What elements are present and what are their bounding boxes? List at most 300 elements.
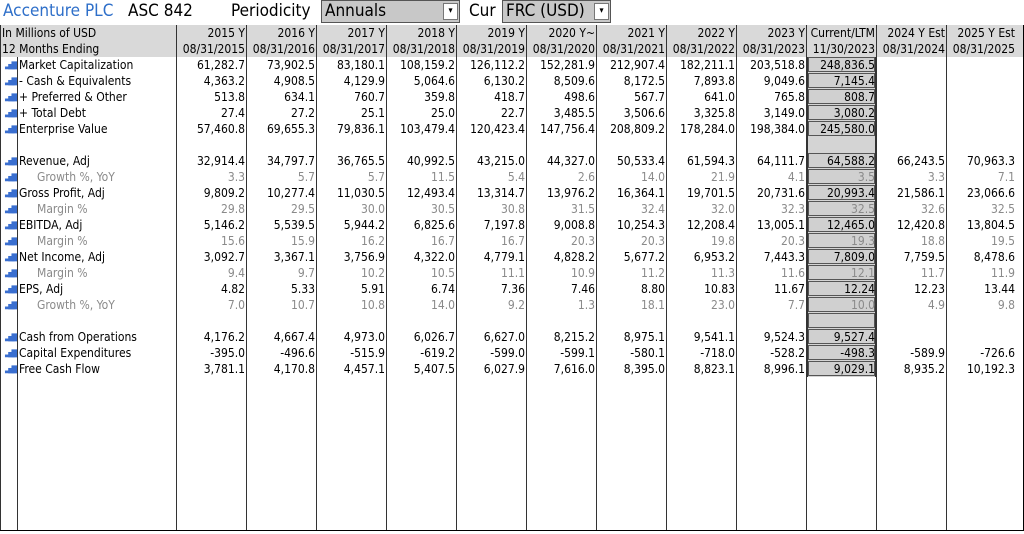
column-header-year[interactable]: 2023 Y (767, 26, 805, 40)
table-cell[interactable]: 5.7 (367, 170, 385, 184)
row-label[interactable] (0, 281, 176, 297)
table-cell[interactable]: 5.7 (297, 170, 315, 184)
chart-icon[interactable]: ▂▄▆ (5, 268, 15, 278)
table-cell[interactable]: 2.6 (577, 170, 595, 184)
row-label[interactable] (0, 217, 176, 233)
column-header-year[interactable]: 2015 Y (207, 26, 245, 40)
table-cell[interactable]: 11.3 (710, 266, 735, 280)
table-cell[interactable]: 32.4 (640, 202, 665, 216)
table-cell[interactable]: 10.0 (850, 298, 875, 312)
table-cell[interactable]: 12,420.8 (896, 218, 945, 232)
periodicity-value: Annuals (325, 1, 387, 21)
row-label[interactable] (0, 121, 176, 137)
table-cell[interactable]: 23,066.6 (966, 186, 1015, 200)
column-header-date: 08/31/2016 (252, 42, 315, 56)
table-cell[interactable]: 3,149.0 (763, 106, 805, 120)
table-cell[interactable]: 69,655.3 (266, 122, 315, 136)
currency-dropdown[interactable] (502, 0, 611, 23)
table-cell[interactable]: 14.0 (430, 298, 455, 312)
row-label-text: EBITDA, Adj (19, 218, 83, 232)
table-cell[interactable]: 66,243.5 (896, 154, 945, 168)
table-cell[interactable] (876, 329, 946, 345)
table-cell[interactable]: 61,594.3 (686, 154, 735, 168)
table-cell[interactable]: 14.0 (640, 170, 665, 184)
table-cell[interactable]: 765.8 (774, 90, 805, 104)
table-cell[interactable]: 70,963.3 (966, 154, 1015, 168)
table-cell[interactable]: 6,627.0 (483, 330, 525, 344)
table-cell[interactable]: -515.9 (350, 346, 385, 360)
table-cell[interactable]: 4,457.1 (343, 362, 385, 376)
table-cell[interactable]: 20.3 (570, 234, 595, 248)
table-cell[interactable]: 79,836.1 (336, 122, 385, 136)
table-cell[interactable]: 3,781.1 (203, 362, 245, 376)
table-cell[interactable]: -599.0 (490, 346, 525, 360)
table-cell[interactable]: 12,465.0 (826, 218, 875, 232)
row-label-text: Free Cash Flow (19, 362, 100, 376)
row-label[interactable] (0, 57, 176, 73)
table-cell[interactable]: 5.33 (290, 282, 315, 296)
table-cell[interactable]: 4.9 (927, 298, 945, 312)
table-cell[interactable]: 6.74 (430, 282, 455, 296)
table-cell[interactable]: 3,485.5 (553, 106, 595, 120)
chart-icon[interactable]: ▂▄▆ (5, 348, 15, 358)
chart-icon[interactable]: ▂▄▆ (5, 172, 15, 182)
table-cell[interactable]: 152,281.9 (540, 58, 595, 72)
table-cell[interactable]: 7,145.4 (833, 74, 875, 88)
table-cell[interactable]: 20,993.4 (826, 186, 875, 200)
financials-table (0, 25, 1024, 531)
table-cell[interactable] (946, 121, 1016, 137)
table-cell[interactable]: 4,363.2 (203, 74, 245, 88)
table-cell[interactable]: 9.8 (997, 298, 1015, 312)
table-cell[interactable]: 7,759.5 (903, 250, 945, 264)
row-label-text: Margin % (37, 266, 88, 280)
table-cell[interactable]: -498.3 (840, 346, 875, 360)
table-cell[interactable]: 8,975.1 (623, 330, 665, 344)
table-cell[interactable]: 16,364.1 (616, 186, 665, 200)
table-cell[interactable]: 7.46 (570, 282, 595, 296)
column-header-year[interactable]: 2024 Y Est (887, 26, 945, 40)
table-cell[interactable]: 43,215.0 (476, 154, 525, 168)
table-cell[interactable]: 32.5 (850, 202, 875, 216)
table-cell[interactable]: 32.0 (710, 202, 735, 216)
table-cell[interactable]: 245,580.0 (820, 122, 875, 136)
column-divider (456, 25, 457, 530)
table-cell[interactable]: 8,996.1 (763, 362, 805, 376)
table-cell[interactable]: 9.4 (227, 266, 245, 280)
row-label[interactable] (0, 89, 176, 105)
table-cell[interactable]: 5,064.6 (413, 74, 455, 88)
table-cell[interactable]: 5,944.2 (343, 218, 385, 232)
table-cell[interactable]: 10,254.3 (616, 218, 665, 232)
table-cell[interactable]: 359.8 (424, 90, 455, 104)
table-cell[interactable]: 7.7 (787, 298, 805, 312)
table-cell[interactable]: 40,992.5 (406, 154, 455, 168)
table-cell[interactable]: 10,277.4 (266, 186, 315, 200)
table-cell[interactable]: 10.2 (360, 266, 385, 280)
table-cell[interactable]: 9,809.2 (203, 186, 245, 200)
table-cell[interactable]: 178,284.0 (680, 122, 735, 136)
table-cell[interactable]: 16.7 (430, 234, 455, 248)
table-cell[interactable]: 4,170.8 (273, 362, 315, 376)
row-label[interactable] (0, 265, 176, 281)
chevron-down-icon[interactable]: ▾ (594, 3, 609, 20)
table-cell[interactable]: 567.7 (634, 90, 665, 104)
table-cell[interactable]: 9,029.1 (833, 362, 875, 376)
table-cell[interactable]: 15.9 (290, 234, 315, 248)
table-cell[interactable] (876, 105, 946, 121)
table-row (0, 89, 1023, 105)
table-cell[interactable]: 5,146.2 (203, 218, 245, 232)
chart-icon[interactable]: ▂▄▆ (5, 364, 15, 374)
table-cell[interactable]: 50,533.4 (616, 154, 665, 168)
table-cell[interactable]: 4,973.0 (343, 330, 385, 344)
table-cell[interactable]: 4,129.9 (343, 74, 385, 88)
table-cell[interactable]: 10.5 (430, 266, 455, 280)
table-cell[interactable]: 10.8 (360, 298, 385, 312)
table-cell[interactable]: 13,005.1 (756, 218, 805, 232)
table-cell[interactable]: 12,493.4 (406, 186, 455, 200)
table-cell[interactable]: 198,384.0 (750, 122, 805, 136)
company-name[interactable]: Accenture PLC (3, 1, 114, 21)
table-cell[interactable]: 7,197.8 (483, 218, 525, 232)
table-cell[interactable]: 8,509.6 (553, 74, 595, 88)
table-cell[interactable]: -580.1 (630, 346, 665, 360)
table-cell[interactable]: 13,976.2 (546, 186, 595, 200)
row-label-text: Cash from Operations (19, 330, 137, 344)
table-row (0, 249, 1023, 265)
table-cell[interactable]: 9.2 (507, 298, 525, 312)
table-cell[interactable]: 32.6 (920, 202, 945, 216)
row-label[interactable] (0, 153, 176, 169)
table-cell[interactable]: 83,180.1 (336, 58, 385, 72)
column-header-year[interactable]: 2021 Y (627, 26, 665, 40)
table-cell[interactable] (876, 57, 946, 73)
table-cell[interactable]: 15.6 (220, 234, 245, 248)
table-row (0, 121, 1023, 137)
table-cell[interactable]: 5.91 (360, 282, 385, 296)
table-cell[interactable]: 8,935.2 (903, 362, 945, 376)
table-cell[interactable]: 11,030.5 (336, 186, 385, 200)
table-cell[interactable] (876, 89, 946, 105)
table-cell[interactable]: 9.7 (297, 266, 315, 280)
column-header-year[interactable]: Current/LTM (810, 26, 875, 40)
table-cell[interactable] (946, 105, 1016, 121)
chart-icon[interactable]: ▂▄▆ (5, 108, 15, 118)
column-header-year[interactable]: 2019 Y (487, 26, 525, 40)
table-cell[interactable]: 248,836.5 (820, 58, 875, 72)
column-header-year[interactable]: 2022 Y (697, 26, 735, 40)
table-cell[interactable]: 634.1 (284, 90, 315, 104)
chart-icon[interactable]: ▂▄▆ (5, 76, 15, 86)
row-label[interactable] (0, 73, 176, 89)
column-divider (806, 25, 807, 530)
table-cell[interactable]: 3,367.1 (273, 250, 315, 264)
table-row (0, 233, 1023, 249)
table-cell[interactable]: 31.5 (570, 202, 595, 216)
chart-icon[interactable]: ▂▄▆ (5, 60, 15, 70)
table-cell[interactable]: 18.1 (640, 298, 665, 312)
table-cell[interactable]: 10.7 (290, 298, 315, 312)
table-cell[interactable]: 203,518.8 (750, 58, 805, 72)
table-cell[interactable]: 8,823.1 (693, 362, 735, 376)
table-cell[interactable]: 73,902.5 (266, 58, 315, 72)
column-divider (0, 25, 1, 530)
table-cell[interactable]: 30.0 (360, 202, 385, 216)
table-cell[interactable]: 5,407.5 (413, 362, 455, 376)
chart-icon[interactable]: ▂▄▆ (5, 236, 15, 246)
chart-icon[interactable]: ▂▄▆ (5, 204, 15, 214)
table-cell[interactable]: 6,027.9 (483, 362, 525, 376)
column-header-year[interactable]: 2018 Y (417, 26, 455, 40)
table-cell[interactable]: 147,756.4 (540, 122, 595, 136)
chart-icon[interactable]: ▂▄▆ (5, 92, 15, 102)
chart-icon[interactable]: ▂▄▆ (5, 252, 15, 262)
table-cell[interactable]: 20,731.6 (756, 186, 805, 200)
table-cell[interactable]: 11.67 (774, 282, 805, 296)
table-cell[interactable]: 11.9 (990, 266, 1015, 280)
table-cell[interactable]: 21,586.1 (896, 186, 945, 200)
table-cell[interactable]: 6,026.7 (413, 330, 455, 344)
table-cell[interactable]: 12.23 (914, 282, 945, 296)
chevron-down-icon[interactable]: ▾ (443, 3, 458, 20)
table-row (0, 265, 1023, 281)
table-cell[interactable]: 13,804.5 (966, 218, 1015, 232)
table-cell[interactable]: 212,907.4 (610, 58, 665, 72)
table-cell[interactable]: 4,667.4 (273, 330, 315, 344)
table-cell[interactable]: 498.6 (564, 90, 595, 104)
table-cell[interactable]: 120,423.4 (470, 122, 525, 136)
column-divider (946, 25, 947, 530)
table-cell[interactable]: 25.1 (360, 106, 385, 120)
table-cell[interactable]: 32.5 (990, 202, 1015, 216)
table-cell[interactable]: 641.0 (704, 90, 735, 104)
row-label-text: Margin % (37, 234, 88, 248)
table-cell[interactable]: 208,809.2 (610, 122, 665, 136)
table-cell[interactable]: 11.1 (500, 266, 525, 280)
header-row-year (0, 25, 1023, 41)
table-cell[interactable]: 3,325.8 (693, 106, 735, 120)
currency-value: FRC (USD) (506, 1, 585, 21)
table-cell[interactable]: 4,322.0 (413, 250, 455, 264)
chart-icon[interactable]: ▂▄▆ (5, 156, 15, 166)
table-cell[interactable]: 20.3 (780, 234, 805, 248)
table-cell[interactable]: 36,765.5 (336, 154, 385, 168)
row-label[interactable] (0, 297, 176, 313)
row-label[interactable] (0, 105, 176, 121)
table-cell[interactable]: 3.3 (227, 170, 245, 184)
table-cell[interactable]: 30.8 (500, 202, 525, 216)
row-label[interactable] (0, 345, 176, 361)
table-cell[interactable]: 6,825.6 (413, 218, 455, 232)
table-cell[interactable]: 7,809.0 (833, 250, 875, 264)
table-cell[interactable]: 11.7 (920, 266, 945, 280)
table-cell[interactable]: 34,797.7 (266, 154, 315, 168)
table-cell[interactable]: 64,111.7 (756, 154, 805, 168)
table-cell[interactable]: -726.6 (980, 346, 1015, 360)
row-label[interactable] (0, 361, 176, 377)
table-cell[interactable]: 6,130.2 (483, 74, 525, 88)
table-cell[interactable]: 10.83 (704, 282, 735, 296)
table-cell[interactable]: 57,460.8 (196, 122, 245, 136)
table-cell[interactable]: 8,478.6 (973, 250, 1015, 264)
table-cell[interactable]: 3,080.2 (833, 106, 875, 120)
table-cell[interactable]: 7,443.3 (763, 250, 805, 264)
row-label[interactable] (0, 329, 176, 345)
row-label-text: Market Capitalization (19, 58, 134, 72)
table-cell[interactable]: 19,701.5 (686, 186, 735, 200)
table-cell[interactable]: 4.1 (787, 170, 805, 184)
table-cell[interactable]: 44,327.0 (546, 154, 595, 168)
table-cell[interactable]: 4,779.1 (483, 250, 525, 264)
column-header-date: 08/31/2020 (532, 42, 595, 56)
table-cell[interactable]: 30.5 (430, 202, 455, 216)
table-cell[interactable]: 9,008.8 (553, 218, 595, 232)
table-cell[interactable]: 20.3 (640, 234, 665, 248)
table-cell[interactable]: 7,616.0 (553, 362, 595, 376)
table-cell[interactable] (946, 73, 1016, 89)
table-cell[interactable]: 8.80 (640, 282, 665, 296)
table-cell[interactable]: 5,539.5 (273, 218, 315, 232)
table-cell[interactable]: 23.0 (710, 298, 735, 312)
table-cell[interactable]: 103,479.4 (400, 122, 455, 136)
table-cell[interactable]: 11.6 (780, 266, 805, 280)
table-cell[interactable]: 1.3 (577, 298, 595, 312)
chart-icon[interactable]: ▂▄▆ (5, 284, 15, 294)
table-cell[interactable]: 12.1 (850, 266, 875, 280)
table-cell[interactable]: 4,908.5 (273, 74, 315, 88)
table-cell[interactable]: 3,092.7 (203, 250, 245, 264)
table-cell[interactable]: 5.4 (507, 170, 525, 184)
table-cell[interactable]: 7.1 (997, 170, 1015, 184)
table-cell[interactable]: -599.1 (560, 346, 595, 360)
table-cell[interactable]: -496.6 (280, 346, 315, 360)
periodicity-dropdown[interactable] (321, 0, 460, 23)
row-label[interactable] (0, 249, 176, 265)
table-cell[interactable]: 8,172.5 (623, 74, 665, 88)
column-header-date: 08/31/2017 (322, 42, 385, 56)
row-label[interactable] (0, 169, 176, 185)
table-cell[interactable]: 25.0 (430, 106, 455, 120)
chart-icon[interactable]: ▂▄▆ (5, 220, 15, 230)
column-header-year[interactable]: 2016 Y (277, 26, 315, 40)
row-label[interactable] (0, 233, 176, 249)
table-cell[interactable]: 29.8 (220, 202, 245, 216)
table-cell[interactable]: 7.0 (227, 298, 245, 312)
table-cell[interactable]: 9,541.1 (693, 330, 735, 344)
table-cell[interactable]: 8,215.2 (553, 330, 595, 344)
column-divider (17, 57, 18, 530)
table-cell[interactable]: 4,828.2 (553, 250, 595, 264)
table-cell[interactable] (946, 57, 1016, 73)
table-cell[interactable]: 4.82 (220, 282, 245, 296)
table-cell[interactable]: 5,677.2 (623, 250, 665, 264)
table-cell[interactable]: 9,527.4 (833, 330, 875, 344)
column-header-date: 08/31/2024 (882, 42, 945, 56)
chart-icon[interactable]: ▂▄▆ (5, 332, 15, 342)
table-cell[interactable]: 11.2 (640, 266, 665, 280)
table-cell[interactable]: 32,914.4 (196, 154, 245, 168)
table-cell[interactable]: 27.4 (220, 106, 245, 120)
table-row (0, 73, 1023, 89)
table-cell[interactable]: 126,112.2 (470, 58, 525, 72)
table-row (0, 201, 1023, 217)
row-label[interactable] (0, 185, 176, 201)
table-cell[interactable]: 182,211.1 (680, 58, 735, 72)
table-cell[interactable]: 22.7 (500, 106, 525, 120)
row-label[interactable] (0, 201, 176, 217)
table-cell[interactable]: 9,049.6 (763, 74, 805, 88)
table-cell[interactable] (946, 89, 1016, 105)
table-cell[interactable]: -395.0 (210, 346, 245, 360)
table-cell[interactable]: 12.24 (844, 282, 875, 296)
table-cell[interactable]: 12,208.4 (686, 218, 735, 232)
table-cell[interactable]: 6,953.2 (693, 250, 735, 264)
table-cell[interactable]: -528.2 (770, 346, 805, 360)
table-cell[interactable]: 13.44 (984, 282, 1015, 296)
table-cell[interactable]: 808.7 (844, 90, 875, 104)
table-cell[interactable]: 16.7 (500, 234, 525, 248)
table-cell[interactable] (876, 73, 946, 89)
table-cell[interactable]: 7.36 (500, 282, 525, 296)
table-cell[interactable]: 3.3 (927, 170, 945, 184)
table-cell[interactable]: -718.0 (700, 346, 735, 360)
table-cell[interactable] (946, 329, 1016, 345)
table-cell[interactable]: 21.9 (710, 170, 735, 184)
table-cell[interactable]: 4,176.2 (203, 330, 245, 344)
table-cell[interactable]: 13,314.7 (476, 186, 525, 200)
table-cell[interactable]: 9,524.3 (763, 330, 805, 344)
table-cell[interactable]: 16.2 (360, 234, 385, 248)
table-cell[interactable]: 61,282.7 (196, 58, 245, 72)
table-cell[interactable]: 418.7 (494, 90, 525, 104)
table-cell[interactable]: -589.9 (910, 346, 945, 360)
table-cell[interactable]: 3,756.9 (343, 250, 385, 264)
table-cell[interactable]: 32.3 (780, 202, 805, 216)
column-header-date: 11/30/2023 (812, 42, 875, 56)
table-cell[interactable]: 64,588.2 (826, 154, 875, 168)
table-row (0, 281, 1023, 297)
column-header-year[interactable]: 2025 Y Est (957, 26, 1015, 40)
table-cell[interactable]: 8,395.0 (623, 362, 665, 376)
table-cell[interactable]: 19.3 (850, 234, 875, 248)
table-row (0, 185, 1023, 201)
table-cell[interactable]: 108,159.2 (400, 58, 455, 72)
table-cell[interactable]: 3,506.6 (623, 106, 665, 120)
chart-icon[interactable]: ▂▄▆ (5, 300, 15, 310)
column-header-year[interactable]: 2020 Y~ (548, 26, 595, 40)
table-cell[interactable]: 760.7 (354, 90, 385, 104)
table-cell[interactable]: 19.8 (710, 234, 735, 248)
column-header-year[interactable]: 2017 Y (347, 26, 385, 40)
table-cell[interactable]: 29.5 (290, 202, 315, 216)
chart-icon[interactable]: ▂▄▆ (5, 124, 15, 134)
table-cell[interactable]: -619.2 (420, 346, 455, 360)
table-row (0, 345, 1023, 361)
chart-icon[interactable]: ▂▄▆ (5, 188, 15, 198)
table-cell[interactable]: 11.5 (430, 170, 455, 184)
table-cell[interactable]: 3.5 (857, 170, 875, 184)
table-cell[interactable]: 513.8 (214, 90, 245, 104)
table-cell[interactable]: 10.9 (570, 266, 595, 280)
table-cell[interactable]: 10,192.3 (966, 362, 1015, 376)
table-cell[interactable]: 18.8 (920, 234, 945, 248)
table-cell[interactable] (876, 121, 946, 137)
table-cell[interactable]: 27.2 (290, 106, 315, 120)
table-cell[interactable]: 7,893.8 (693, 74, 735, 88)
table-cell[interactable]: 19.5 (990, 234, 1015, 248)
table-row (0, 297, 1023, 313)
